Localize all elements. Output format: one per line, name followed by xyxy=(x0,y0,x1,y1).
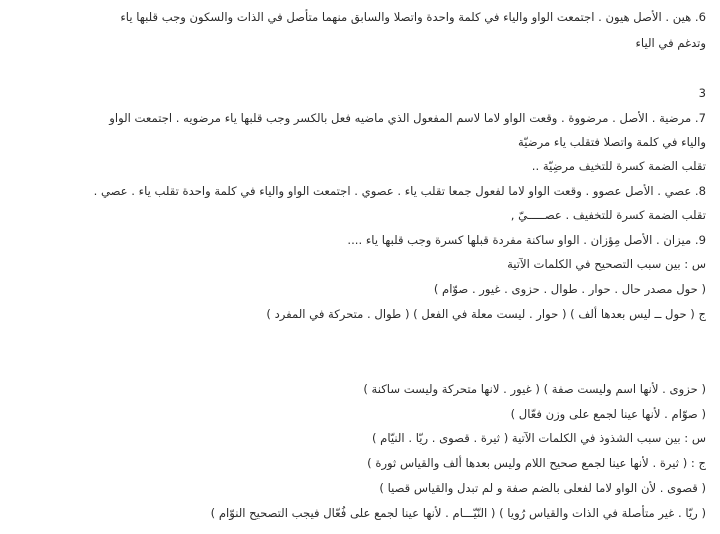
text-line-item-8-note: تقلب الضمة كسرة للتخفيف . عصـــــيّ , xyxy=(510,208,706,222)
text-line-item-6: 6. هين . الأصل هيون . اجتمعت الواو والياء في كلمة واحدة واتصلا والسابق منهما متأصل في الذات والسكون وجب قلبها ياء xyxy=(120,10,706,24)
question-anomaly: س : بين سبب الشذوذ في الكلمات الآتية ( ثيرة . قصوى . ريّا . النيّام ) xyxy=(371,431,706,445)
text-line-item-8: 8. عصي . الأصل عصوو . وقعت الواو لاما لفعول جمعا تقلب ياء . عصوي . اجتمعت الواو والياء في كلمة واحدة تقلب ياء . عصي . xyxy=(93,184,706,198)
answer-correction-2: ( حزوى . لأنها اسم وليست صفة ) ( غيور . لانها متحركة وليست ساكنة ) xyxy=(363,382,706,396)
answer-anomaly-2: ( قصوى . لأن الواو لاما لفعلى بالضم صفة و لم تبدل والقياس قصيا ) xyxy=(379,481,706,495)
question-correction: س : بين سبب التصحيح في الكلمات الآتية xyxy=(507,257,706,271)
page-number: 3 xyxy=(698,86,706,100)
text-line-item-7-note: تقلب الضمة كسرة للتخيف مرضِيّة .. xyxy=(531,159,706,173)
question-correction-words: ( حول مصدر حال . حوار . طوال . حزوى . غيور . صوّام ) xyxy=(433,282,706,296)
text-line-item-7-cont: والياء في كلمة واتصلا فتقلب ياء مرضيّة xyxy=(518,135,706,149)
text-line-item-7: 7. مرضية . الأصل . مرضووة . وقعت الواو لاما لاسم المفعول الذي ماضيه فعل بالكسر وجب قلبها ياء مرضويه . اجتمعت الواو xyxy=(109,111,706,125)
answer-correction-3: ( صوّام . لأنها عينا لجمع على وزن فعّال ) xyxy=(510,407,706,421)
text-line-item-6-cont: وتدغم في الياء xyxy=(635,36,706,50)
answer-anomaly-3: ( ريّا . غير متأصلة في الذات والقياس رُويا ) ( النّيّـــام . لأنها عينا لجمع على فُعّال فيجب التصحيح النوّام ) xyxy=(210,506,706,520)
answer-anomaly-1: ج : ( ثيرة . لأنها عينا لجمع صحيح اللام وليس بعدها ألف والقياس ثورة ) xyxy=(367,456,706,470)
text-line-item-9: 9. ميزان . الأصل مِؤزان . الواو ساكنة مفردة قبلها كسرة وجب قلبها ياء .... xyxy=(347,233,706,247)
answer-correction-1: ج ( حول ــ ليس بعدها ألف ) ( حوار . ليست معلة في الفعل ) ( طوال . متحركة في المفرد ) xyxy=(266,307,706,321)
